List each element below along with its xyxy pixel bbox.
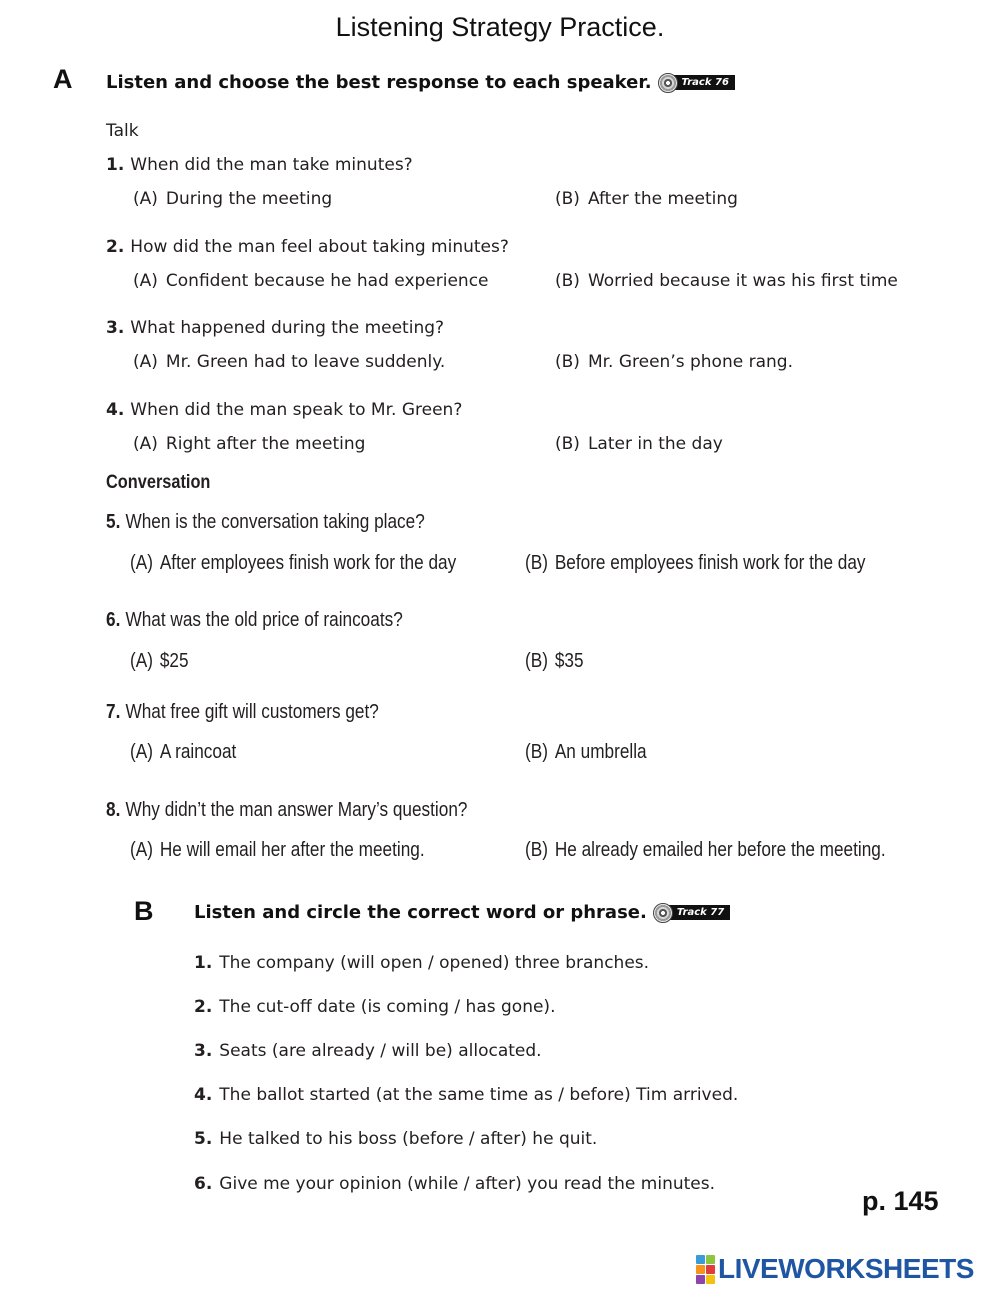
question-1-option-b[interactable]: (B) After the meeting: [555, 189, 738, 209]
question-text: Why didn’t the man answer Mary’s question?: [125, 799, 468, 821]
page-reference: p. 145: [862, 1186, 939, 1216]
question-text: When is the conversation taking place?: [125, 511, 425, 533]
question-number: 2.: [106, 237, 125, 257]
track-76-badge[interactable]: [658, 73, 735, 93]
question-1-option-a[interactable]: (A) During the meeting: [133, 189, 333, 209]
question-8-option-b[interactable]: (B) He already emailed her before the meeting.: [525, 839, 886, 861]
liveworksheets-logo[interactable]: [696, 1254, 974, 1284]
question-5: [106, 511, 425, 534]
question-text: When did the man take minutes?: [130, 155, 413, 175]
b-item-6[interactable]: 6. Give me your opinion (while / after) you read the minutes.: [194, 1174, 716, 1194]
talk-heading: Talk: [106, 121, 139, 141]
question-8: [106, 799, 467, 822]
cd-icon: [653, 903, 673, 923]
question-6-option-b[interactable]: (B) $35: [525, 650, 584, 672]
mark-block: [706, 1275, 715, 1284]
liveworksheets-wordmark: LIVEWORKSHEETS: [718, 1253, 974, 1284]
question-number: 5.: [106, 511, 121, 533]
question-6-option-a[interactable]: (A) $25: [130, 650, 189, 672]
track-77-badge[interactable]: [653, 903, 730, 923]
mark-block: [696, 1255, 705, 1264]
question-6: [106, 609, 403, 632]
track-77-label: Track 77: [665, 905, 730, 920]
question-text: What was the old price of raincoats?: [125, 609, 403, 631]
question-number: 7.: [106, 701, 121, 723]
question-5-option-a[interactable]: (A) After employees finish work for the day: [130, 552, 457, 574]
question-3-option-a[interactable]: (A) Mr. Green had to leave suddenly.: [133, 352, 446, 372]
question-7-option-a[interactable]: (A) A raincoat: [130, 741, 237, 763]
question-text: When did the man speak to Mr. Green?: [130, 400, 463, 420]
b-item-5[interactable]: 5. He talked to his boss (before / after) he quit.: [194, 1129, 598, 1149]
cd-icon: [658, 73, 678, 93]
b-item-3[interactable]: 3. Seats (are already / will be) allocated.: [194, 1041, 542, 1061]
mark-block: [706, 1265, 715, 1274]
question-7: [106, 701, 379, 724]
mark-block: [696, 1275, 705, 1284]
question-5-option-b[interactable]: (B) Before employees finish work for the day: [525, 552, 866, 574]
question-number: 1.: [106, 155, 125, 175]
section-b-instruction: [194, 902, 730, 923]
question-3: [106, 318, 444, 338]
question-2-option-b[interactable]: (B) Worried because it was his first time: [555, 271, 898, 291]
question-2-option-a[interactable]: (A) Confident because he had experience: [133, 271, 489, 291]
section-a-instruction-text: Listen and choose the best response to each speaker.: [106, 72, 652, 93]
mark-block: [696, 1265, 705, 1274]
liveworksheets-mark-icon: [696, 1255, 715, 1284]
question-number: 3.: [106, 318, 125, 338]
b-item-4[interactable]: 4. The ballot started (at the same time as / before) Tim arrived.: [194, 1085, 739, 1105]
section-b-letter: B: [134, 896, 154, 926]
question-3-option-b[interactable]: (B) Mr. Green’s phone rang.: [555, 352, 793, 372]
track-76-label: Track 76: [670, 75, 735, 90]
question-4: [106, 400, 462, 420]
question-text: What free gift will customers get?: [125, 701, 379, 723]
page-title: Listening Strategy Practice.: [335, 12, 665, 42]
question-4-option-a[interactable]: (A) Right after the meeting: [133, 434, 366, 454]
question-number: 4.: [106, 400, 125, 420]
section-b-instruction-text: Listen and circle the correct word or phrase.: [194, 902, 647, 923]
b-item-2[interactable]: 2. The cut-off date (is coming / has gone).: [194, 997, 556, 1017]
question-4-option-b[interactable]: (B) Later in the day: [555, 434, 723, 454]
mark-block: [706, 1255, 715, 1264]
question-number: 6.: [106, 609, 121, 631]
question-2: [106, 237, 509, 257]
section-a-letter: A: [53, 64, 73, 94]
question-text: What happened during the meeting?: [130, 318, 445, 338]
b-item-1[interactable]: 1. The company (will open / opened) three branches.: [194, 953, 650, 973]
question-1: [106, 155, 413, 175]
section-a-instruction: [106, 72, 735, 93]
conversation-heading: Conversation: [106, 472, 211, 493]
question-7-option-b[interactable]: (B) An umbrella: [525, 741, 647, 763]
question-8-option-a[interactable]: (A) He will email her after the meeting.: [130, 839, 425, 861]
question-text: How did the man feel about taking minutes?: [130, 237, 509, 257]
question-number: 8.: [106, 799, 121, 821]
